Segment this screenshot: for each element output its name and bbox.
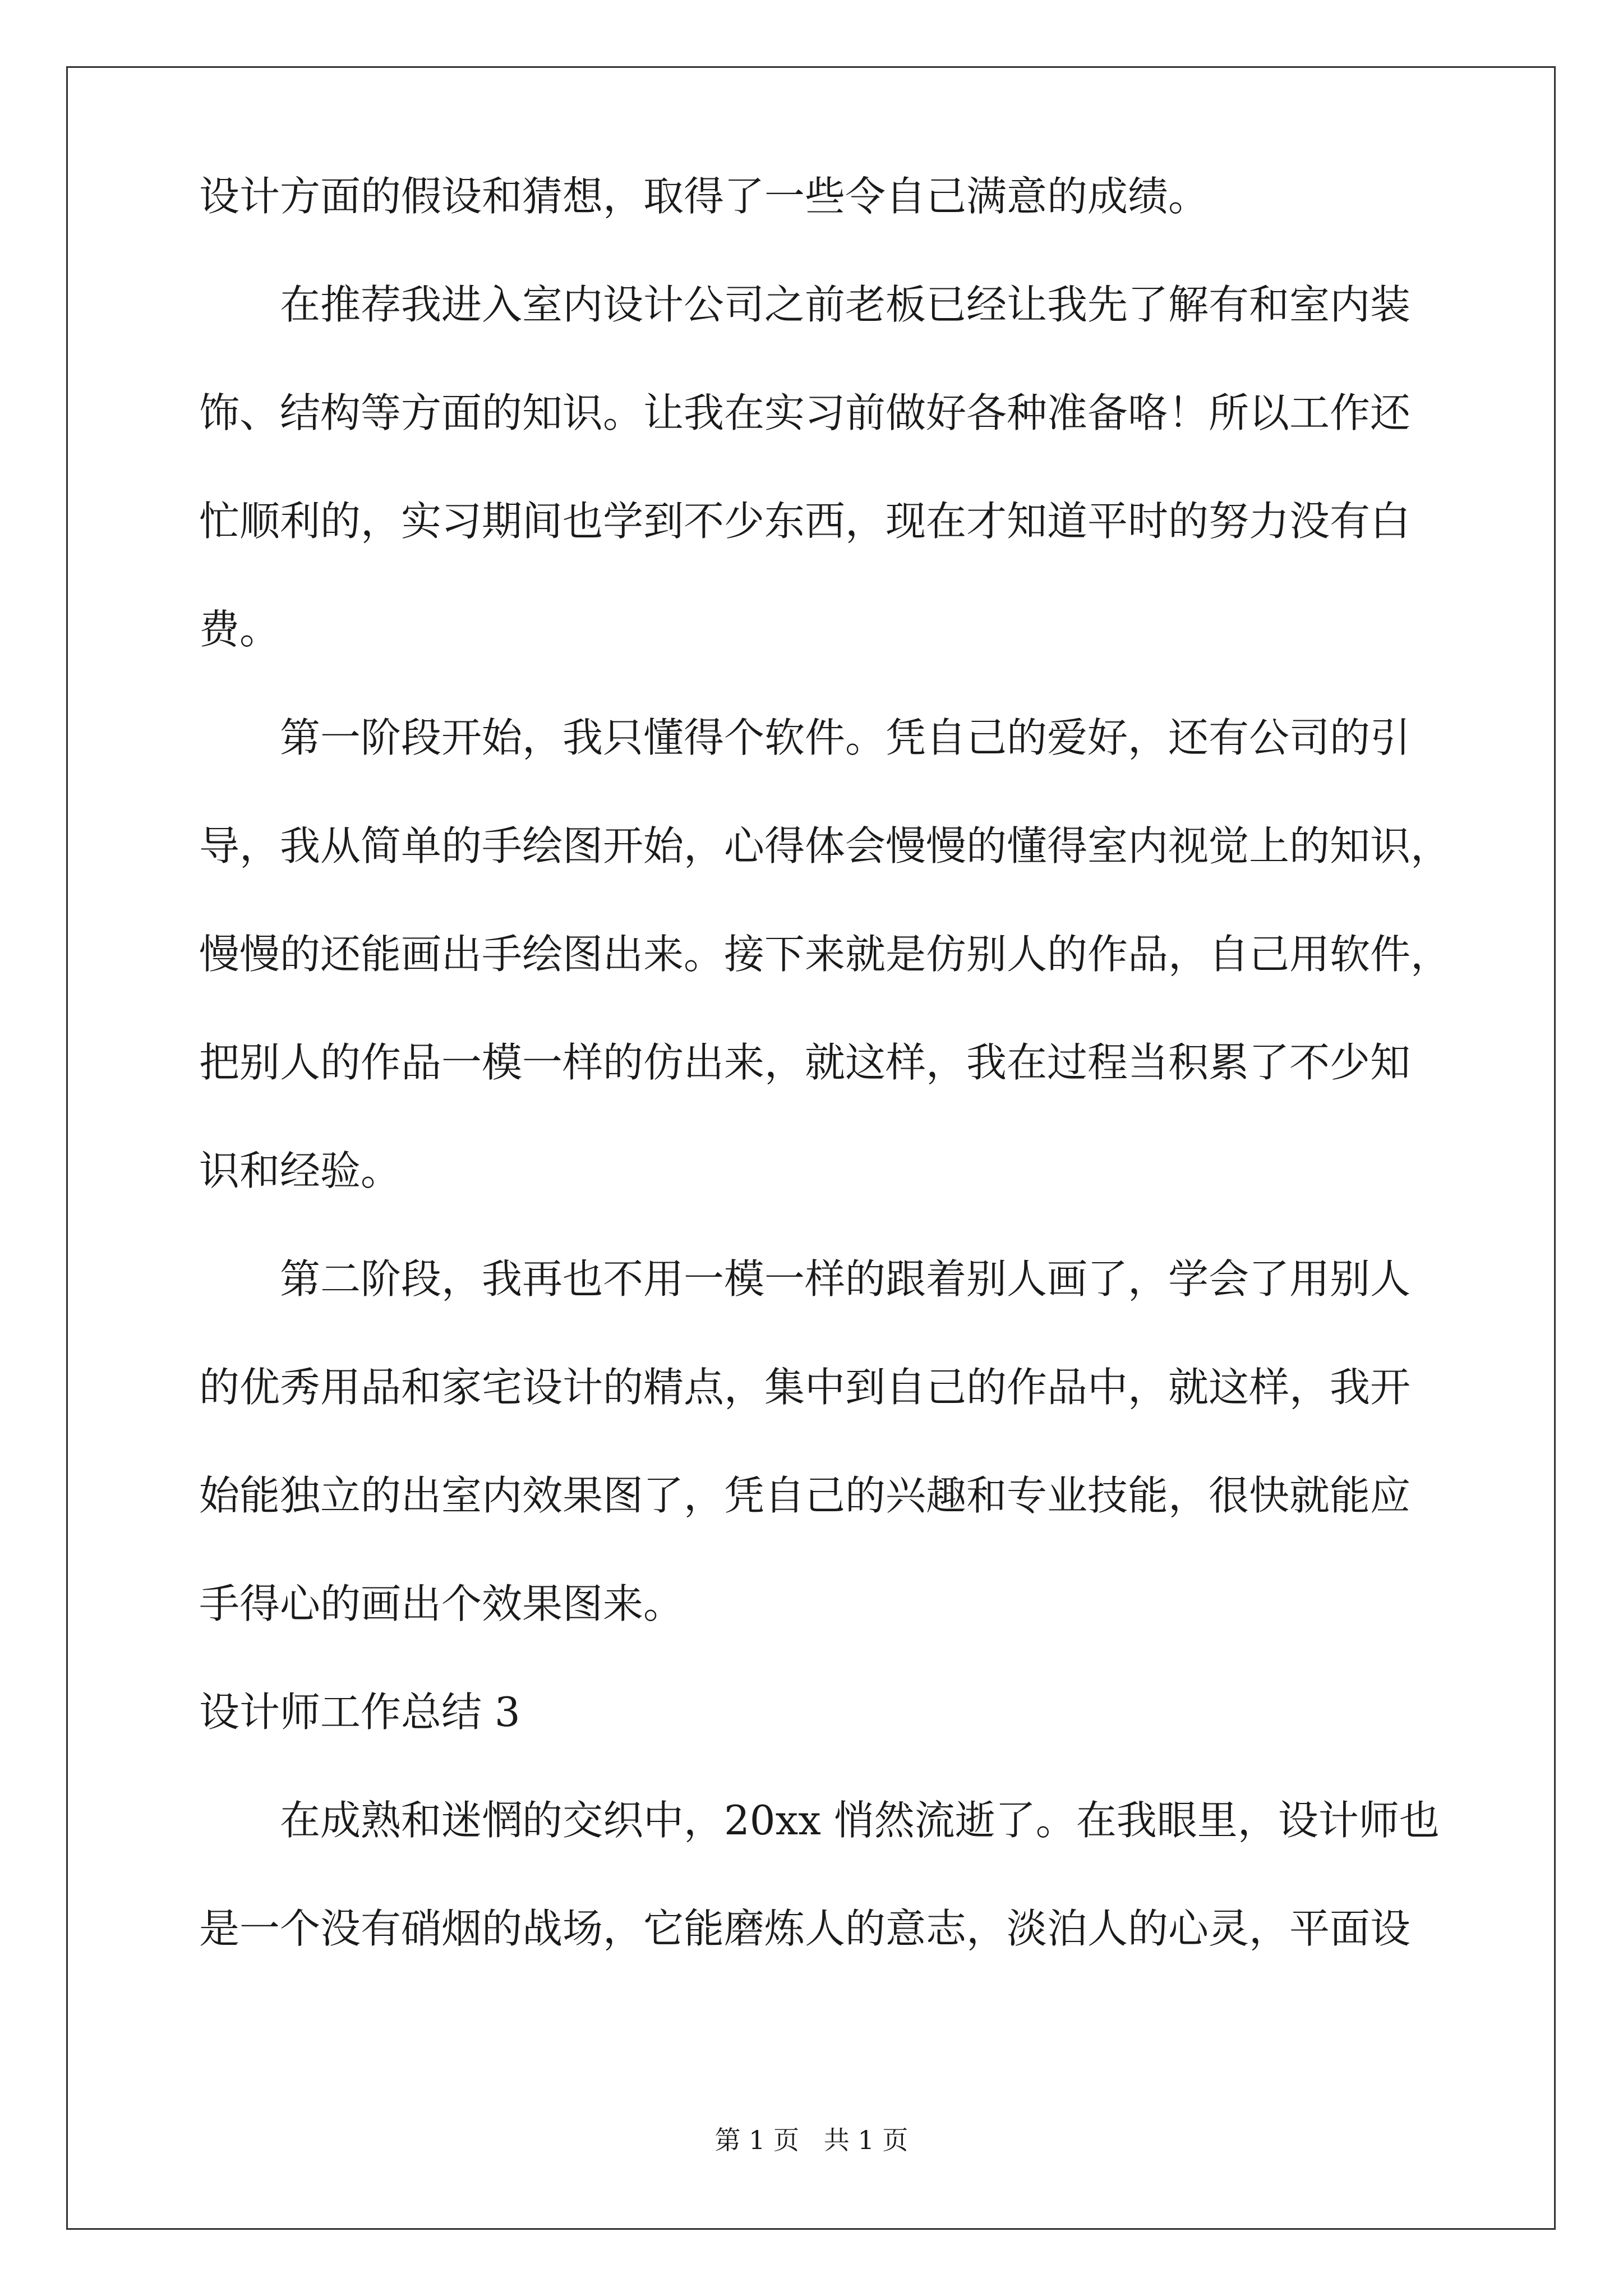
- text-line: 慢慢的还能画出手绘图出来。接下来就是仿别人的作品，自己用软件，: [199, 931, 1451, 978]
- text-line: 始能独立的出室内效果图了，凭自己的兴趣和专业技能，很快就能应: [199, 1472, 1411, 1519]
- text-line: 设计方面的假设和猜想，取得了一些令自己满意的成绩。: [199, 173, 1209, 220]
- text-line: 忙顺利的，实习期间也学到不少东西，现在才知道平时的努力没有白: [199, 498, 1411, 545]
- text-line: 在成熟和迷惘的交织中，20xx 悄然流逝了。在我眼里，设计师也: [199, 1797, 1440, 1844]
- page-footer: 第 1 页 共 1 页: [714, 2125, 909, 2155]
- text-line: 第一阶段开始，我只懂得个软件。凭自己的爱好，还有公司的引: [199, 714, 1411, 761]
- text-line: 导，我从简单的手绘图开始，心得体会慢慢的懂得室内视觉上的知识，: [199, 822, 1451, 869]
- text-line: 的优秀用品和家宅设计的精点，集中到自己的作品中，就这样，我开: [199, 1364, 1411, 1411]
- text-line: 识和经验。: [199, 1147, 402, 1194]
- text-line: 是一个没有硝烟的战场，它能磨炼人的意志，淡泊人的心灵，平面设: [199, 1905, 1411, 1952]
- text-line: 把别人的作品一模一样的仿出来，就这样，我在过程当积累了不少知: [199, 1039, 1411, 1086]
- text-line: 第二阶段，我再也不用一模一样的跟着别人画了，学会了用别人: [199, 1255, 1411, 1303]
- text-line: 费。: [199, 606, 280, 653]
- text-line: 在推荐我进入室内设计公司之前老板已经让我先了解有和室内装: [199, 281, 1411, 328]
- text-line: 饰、结构等方面的知识。让我在实习前做好各种准备咯！所以工作还: [199, 389, 1411, 436]
- section-heading: 设计师工作总结 3: [199, 1688, 520, 1736]
- text-line: 手得心的画出个效果图来。: [199, 1580, 684, 1627]
